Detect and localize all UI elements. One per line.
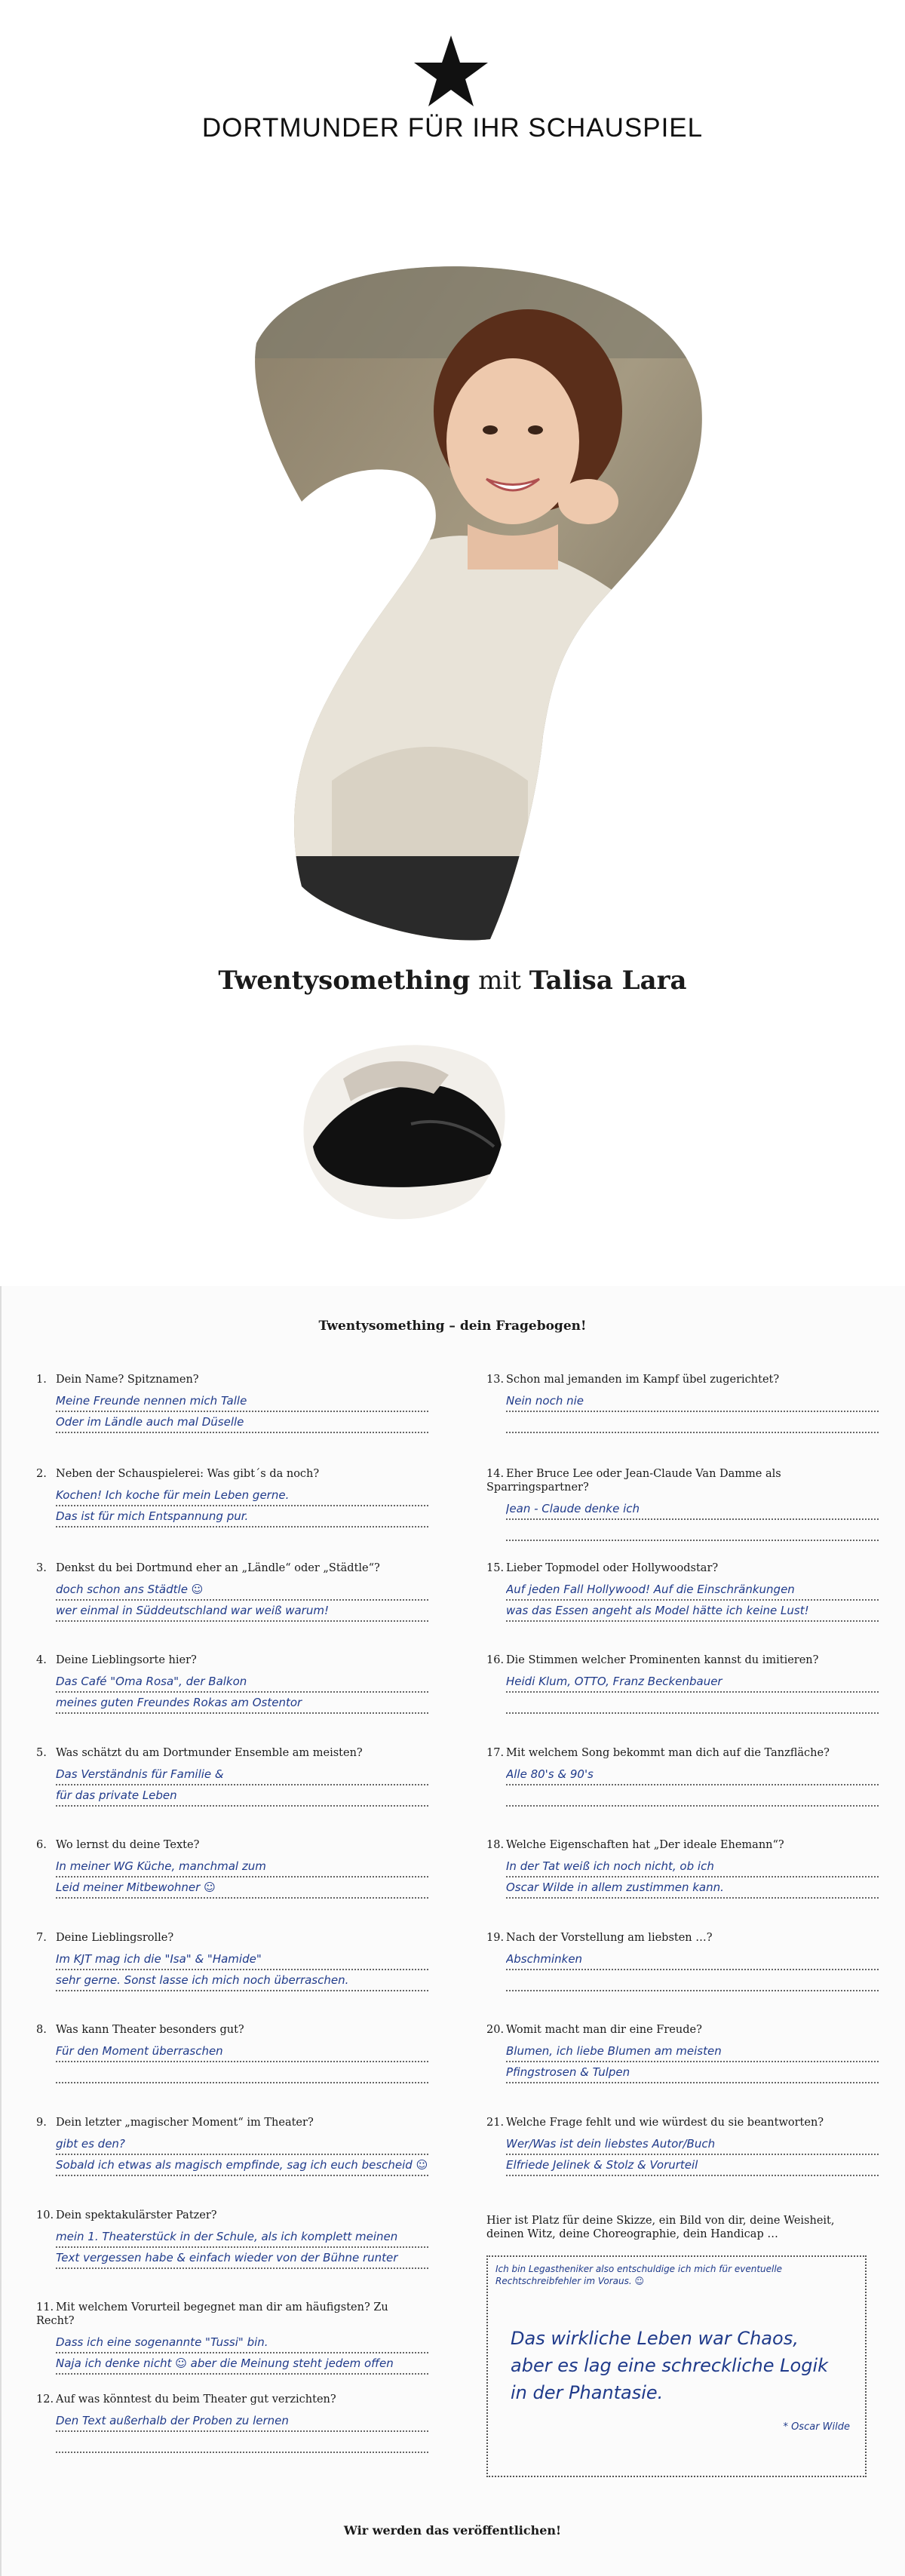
headline [0, 966, 905, 996]
answer-line: Das Verständnis für Familie & [56, 1764, 428, 1785]
answer-line [506, 1412, 879, 1433]
question-text: Womit macht man dir eine Freude? [506, 2024, 702, 2036]
answer-line [506, 1785, 879, 1807]
question-number: 17. [486, 1747, 505, 1759]
answer-line: meines guten Freundes Rokas am Ostentor [56, 1693, 428, 1714]
question-text: Eher Bruce Lee oder Jean-Claude Van Damme als Sparringspartner? [486, 1468, 781, 1494]
handwritten-answer [36, 2134, 428, 2176]
answer-line: Blumen, ich liebe Blumen am meisten [506, 2041, 879, 2062]
sketch-signature: * Oscar Wilde [783, 2421, 850, 2433]
question-label [36, 1931, 428, 1945]
question-label [36, 1561, 428, 1575]
question-text: Die Stimmen welcher Prominenten kannst du imitieren? [506, 1654, 819, 1666]
answer-line: was das Essen angeht als Model hätte ich keine Lust! [506, 1601, 879, 1622]
handwritten-answer [486, 1672, 879, 1714]
handwritten-answer [486, 2041, 879, 2083]
answer-line: Im KJT mag ich die "Isa" & "Hamide" [56, 1949, 428, 1970]
question-label [36, 1373, 428, 1386]
question-text: Lieber Topmodel oder Hollywoodstar? [506, 1562, 719, 1574]
answer-line: Meine Freunde nennen mich Talle [56, 1391, 428, 1412]
answer-line: wer einmal in Süddeutschland war weiß warum! [56, 1601, 428, 1622]
question-text: Welche Frage fehlt und wie würdest du sie beantworten? [506, 2117, 824, 2129]
question-text: Neben der Schauspielerei: Was gibt´s da noch? [56, 1468, 320, 1480]
question-label [36, 2209, 428, 2222]
handwritten-answer [486, 1856, 879, 1899]
footer-note: Wir werden das veröffentlichen! [343, 2523, 562, 2538]
question-number: 19. [486, 1932, 505, 1944]
question-text: Schon mal jemanden im Kampf übel zugerichtet? [506, 1374, 780, 1386]
question-label [486, 1746, 879, 1760]
sketch-prompt: Hier ist Platz für deine Skizze, ein Bild von dir, deine Weisheit, deinen Witz, deine Choreographie, dein Handicap … [486, 2215, 835, 2240]
answer-line [506, 1970, 879, 1991]
question-item [486, 1653, 879, 1714]
answer-line: Für den Moment überraschen [56, 2041, 428, 2062]
handwritten-answer [36, 1949, 428, 1991]
question-item [486, 1746, 879, 1807]
question-item [36, 1838, 428, 1899]
question-label [486, 1467, 879, 1494]
question-item [486, 2116, 879, 2176]
question-item [486, 1467, 879, 1541]
question-number: 20. [486, 2024, 505, 2036]
question-number: 1. [36, 1374, 47, 1386]
answer-line: Wer/Was ist dein liebstes Autor/Buch [506, 2134, 879, 2155]
answer-line: In der Tat weiß ich noch nicht, ob ich [506, 1856, 879, 1878]
handwritten-answer [36, 2041, 428, 2083]
answer-line: Oscar Wilde in allem zustimmen kann. [506, 1878, 879, 1899]
question-text: Deine Lieblingsrolle? [56, 1932, 174, 1944]
handwritten-answer [486, 1580, 879, 1622]
question-label [36, 2301, 428, 2328]
question-item [486, 1838, 879, 1899]
question-label [486, 1373, 879, 1386]
handwritten-answer [486, 1764, 879, 1807]
question-number: 4. [36, 1654, 47, 1666]
question-item [486, 1373, 879, 1433]
question-label [36, 1467, 428, 1481]
handwritten-answer [36, 1856, 428, 1899]
question-item [36, 1373, 428, 1433]
answer-line [56, 2432, 428, 2453]
question-number: 15. [486, 1562, 505, 1574]
answer-line: Das ist für mich Entspannung pur. [56, 1506, 428, 1527]
answer-line: Den Text außerhalb der Proben zu lernen [56, 2411, 428, 2432]
question-label [36, 2116, 428, 2129]
question-item [36, 2023, 428, 2083]
question-number: 6. [36, 1839, 47, 1851]
answer-line: Sobald ich etwas als magisch empfinde, sag ich euch bescheid ☺ [56, 2155, 428, 2176]
handwritten-answer [486, 1499, 879, 1541]
question-item [486, 1931, 879, 1991]
answer-line: Text vergessen habe & einfach wieder von der Bühne runter [56, 2248, 428, 2269]
answer-line: Abschminken [506, 1949, 879, 1970]
question-number: 7. [36, 1932, 47, 1944]
answer-line: Jean - Claude denke ich [506, 1499, 879, 1520]
question-text: Dein letzter „magischer Moment“ im Theater? [56, 2117, 314, 2129]
answer-line: Kochen! Ich koche für mein Leben gerne. [56, 1485, 428, 1506]
headline-part1: Twentysomething [218, 966, 471, 996]
question-label [36, 1653, 428, 1667]
handwritten-answer [486, 1391, 879, 1433]
handwritten-answer [36, 1580, 428, 1622]
question-label [36, 1746, 428, 1760]
question-item [486, 2023, 879, 2083]
question-label [486, 1653, 879, 1667]
question-number: 2. [36, 1468, 47, 1480]
question-label [36, 2393, 428, 2406]
question-text: Dein spektakulärster Patzer? [56, 2209, 217, 2221]
handwritten-answer [36, 1391, 428, 1433]
question-label [486, 1561, 879, 1575]
question-number: 11. [36, 2301, 54, 2313]
question-text: Mit welchem Vorurteil begegnet man dir am häufigsten? Zu Recht? [36, 2301, 388, 2327]
question-item [36, 1931, 428, 1991]
question-item [36, 1561, 428, 1622]
sketch-box [486, 2255, 867, 2477]
answer-line: mein 1. Theaterstück in der Schule, als ich komplett meinen [56, 2227, 428, 2248]
question-number: 5. [36, 1747, 47, 1759]
answer-line [506, 1520, 879, 1541]
question-number: 13. [486, 1374, 505, 1386]
question-text: Dein Name? Spitznamen? [56, 1374, 199, 1386]
question-item [36, 2116, 428, 2176]
sketch-note: Ich bin Legastheniker also entschuldige ich mich für eventuelle Rechtschreibfehler im Voraus. ☺ [495, 2264, 783, 2286]
answer-line: doch schon ans Städtle ☺ [56, 1580, 428, 1601]
shoe-photo [290, 1033, 517, 1230]
question-number: 21. [486, 2117, 505, 2129]
answer-line: Heidi Klum, OTTO, Franz Beckenbauer [506, 1672, 879, 1693]
question-number: 8. [36, 2024, 47, 2036]
headline-mit: mit [470, 966, 529, 996]
handwritten-answer [36, 1764, 428, 1807]
answer-line: Alle 80's & 90's [506, 1764, 879, 1785]
question-item [36, 1467, 428, 1527]
answer-line: gibt es den? [56, 2134, 428, 2155]
answer-line: In meiner WG Küche, manchmal zum [56, 1856, 428, 1878]
question-item [36, 1746, 428, 1807]
question-text: Wo lernst du deine Texte? [56, 1839, 200, 1851]
handwritten-answer [486, 1949, 879, 1991]
question-label [36, 2023, 428, 2037]
answer-line: Leid meiner Mitbewohner ☺ [56, 1878, 428, 1899]
brand-title: DORTMUNDER FÜR IHR SCHAUSPIEL [201, 113, 704, 143]
question-text: Was schätzt du am Dortmunder Ensemble am meisten? [56, 1747, 363, 1759]
question-text: Was kann Theater besonders gut? [56, 2024, 244, 2036]
question-item [36, 1653, 428, 1714]
question-label [486, 1931, 879, 1945]
questionnaire-title: Twentysomething – dein Fragebogen! [318, 1319, 587, 1334]
handwritten-answer [36, 2411, 428, 2453]
question-number: 9. [36, 2117, 47, 2129]
handwritten-answer [486, 2134, 879, 2176]
question-label [486, 2116, 879, 2129]
question-number: 12. [36, 2393, 54, 2406]
question-label [486, 2023, 879, 2037]
handwritten-answer [36, 1672, 428, 1714]
question-number: 3. [36, 1562, 47, 1574]
answer-line: Auf jeden Fall Hollywood! Auf die Einschränkungen [506, 1580, 879, 1601]
answer-line: Naja ich denke nicht ☺ aber die Meinung steht jedem offen [56, 2353, 428, 2375]
answer-line [56, 2062, 428, 2083]
question-text: Denkst du bei Dortmund eher an „Ländle“ oder „Städtle“? [56, 1562, 380, 1574]
question-number: 10. [36, 2209, 54, 2221]
question-number: 18. [486, 1839, 505, 1851]
question-text: Nach der Vorstellung am liebsten …? [506, 1932, 713, 1944]
answer-line [506, 1693, 879, 1714]
question-text: Welche Eigenschaften hat „Der ideale Ehemann“? [506, 1839, 784, 1851]
question-item [36, 2209, 428, 2269]
headline-name: Talisa Lara [529, 966, 687, 996]
sketch-quote: Das wirkliche Leben war Chaos, aber es lag eine schreckliche Logik in der Phantasie. [511, 2328, 829, 2403]
answer-line: Elfriede Jelinek & Stolz & Vorurteil [506, 2155, 879, 2176]
portrait-photo [241, 253, 709, 947]
answer-line: für das private Leben [56, 1785, 428, 1807]
handwritten-answer [36, 2332, 428, 2375]
question-item [36, 2301, 428, 2375]
question-label [486, 1838, 879, 1852]
question-number: 14. [486, 1468, 505, 1480]
answer-line: Nein noch nie [506, 1391, 879, 1412]
handwritten-answer [36, 1485, 428, 1527]
question-text: Auf was könntest du beim Theater gut verzichten? [56, 2393, 336, 2406]
answer-line: sehr gerne. Sonst lasse ich mich noch überraschen. [56, 1970, 428, 1991]
answer-line: Pfingstrosen & Tulpen [506, 2062, 879, 2083]
question-label [36, 1838, 428, 1852]
question-text: Deine Lieblingsorte hier? [56, 1654, 197, 1666]
handwritten-answer [36, 2227, 428, 2269]
answer-line: Das Café "Oma Rosa", der Balkon [56, 1672, 428, 1693]
question-item [486, 1561, 879, 1622]
question-number: 16. [486, 1654, 505, 1666]
question-text: Mit welchem Song bekommt man dich auf die Tanzfläche? [506, 1747, 830, 1759]
question-item [36, 2393, 428, 2453]
answer-line: Dass ich eine sogenannte "Tussi" bin. [56, 2332, 428, 2353]
answer-line: Oder im Ländle auch mal Düselle [56, 1412, 428, 1433]
star-logo-icon [413, 34, 489, 109]
